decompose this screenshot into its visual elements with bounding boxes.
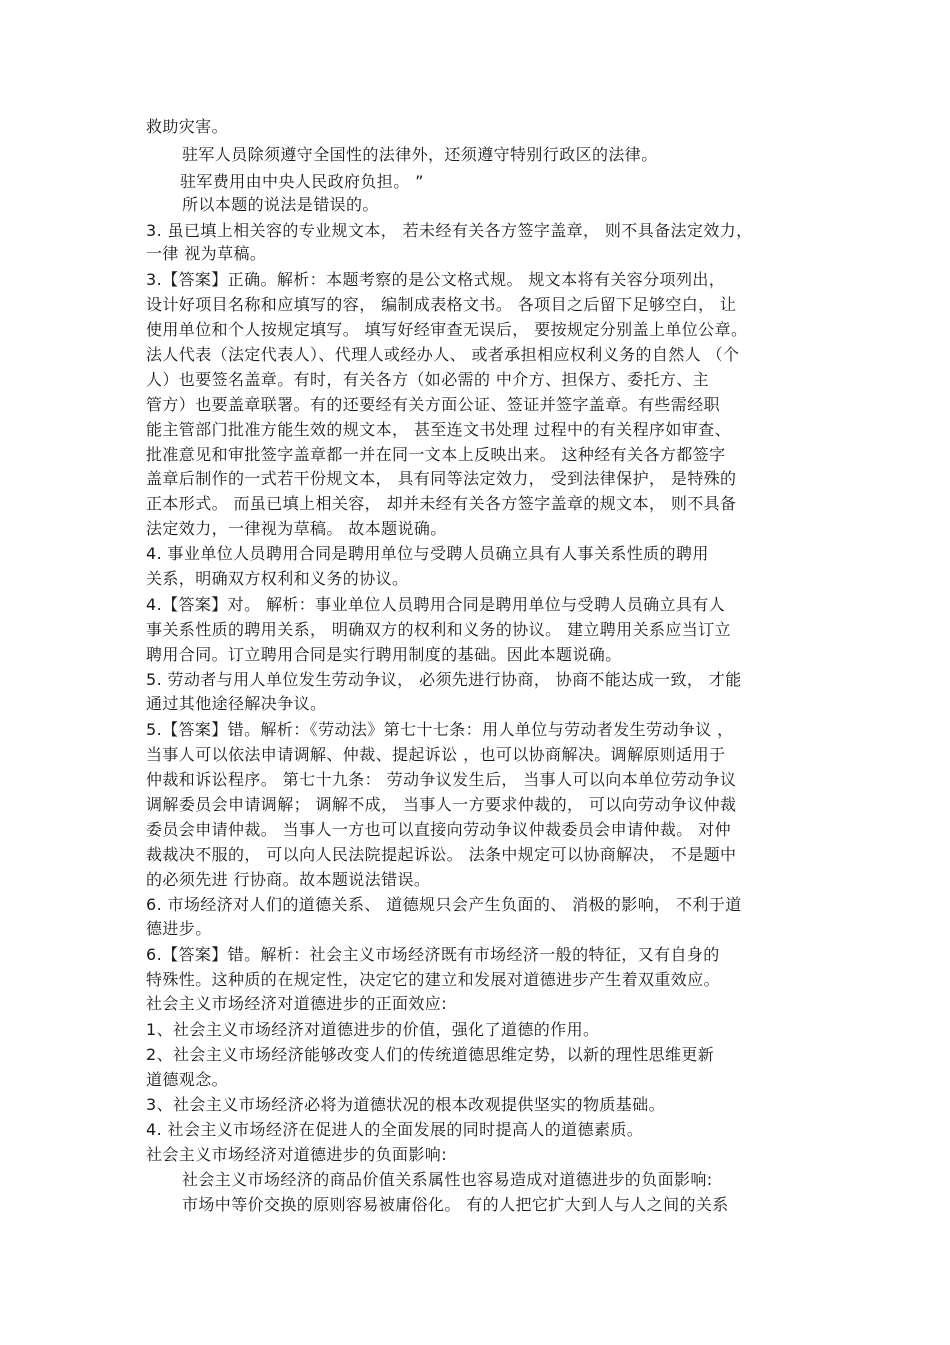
text-line: 救助灾害。 (146, 117, 229, 136)
text-line: 使用单位和个人按规定填写。 填写好经审查无误后， 要按规定分别盖上单位公章。 (146, 320, 748, 339)
text-line: 通过其他途径解决争议。 (146, 694, 327, 713)
text-line: 正本形式。 而虽已填上相关容， 却并未经有关各方签字盖章的规文本， 则不具备 (146, 494, 737, 513)
text-line: 市场中等价交换的原则容易被庸俗化。 有的人把它扩大到人与人之间的关系 (182, 1195, 729, 1214)
text-line: 3.【答案】正确。解析：本题考察的是公文格式规。 规文本将有关容分项列出， (146, 270, 726, 289)
text-line: 法人代表（法定代表人）、代理人或经办人、 或者承担相应权利义务的自然人 （个 (146, 345, 740, 364)
text-line: 5.【答案】错。解析：《劳动法》第七十七条：用人单位与劳动者发生劳动争议 ， (146, 720, 734, 739)
text-line: 2、社会主义市场经济能够改变人们的传统道德思维定势，以新的理性思维更新 (146, 1045, 715, 1064)
text-line: 批准意见和审批签字盖章都一并在同一文本上反映出来。 这种经有关各方都签字 (146, 445, 726, 464)
text-line: 盖章后制作的一式若干份规文本， 具有同等法定效力， 受到法律保护， 是特殊的 (146, 469, 737, 488)
text-line: 6. 市场经济对人们的道德关系、 道德规只会产生负面的、 消极的影响， 不利于道 (146, 895, 742, 914)
text-line: 1、社会主义市场经济对道德进步的价值，强化了道德的作用。 (146, 1020, 600, 1039)
text-line: 设计好项目名称和应填写的容， 编制成表格文书。 各项目之后留下足够空白， 让 (146, 295, 737, 314)
text-line: 3、社会主义市场经济必将为道德状况的根本改观提供坚实的物质基础。 (146, 1095, 665, 1114)
text-line: 法定效力，一律视为草稿。 故本题说确。 (146, 519, 447, 538)
text-line: 4. 事业单位人员聘用合同是聘用单位与受聘人员确立具有人事关系性质的聘用 (146, 544, 709, 563)
text-line: 5. 劳动者与用人单位发生劳动争议， 必须先进行协商， 协商不能达成一致， 才能 (146, 670, 742, 689)
text-line: 仲裁和诉讼程序。 第七十九条： 劳动争议发生后， 当事人可以向本单位劳动争议 (146, 770, 737, 789)
text-line: 调解委员会申请调解； 调解不成， 当事人一方要求仲裁的， 可以向劳动争议仲裁 (146, 795, 737, 814)
text-line: 能主管部门批准方能生效的规文本， 甚至连文书处理 过程中的有关程序如审查、 (146, 420, 731, 439)
text-line: 6.【答案】错。解析：社会主义市场经济既有市场经济一般的特征，又有自身的 (146, 945, 720, 964)
text-line: 委员会申请仲裁。 当事人一方也可以直接向劳动争议仲裁委员会申请仲裁。 对仲 (146, 820, 731, 839)
text-line: 当事人可以依法申请调解、仲裁、提起诉讼 ，也可以协商解决。调解原则适用于 (146, 745, 726, 764)
text-line: 德进步。 (146, 919, 212, 938)
text-line: 管方）也要盖章联署。有的还要经有关方面公证、签证并签字盖章。有些需经职 (146, 395, 721, 414)
text-line: 驻军费用由中央人民政府负担。 ” (180, 172, 424, 191)
text-line: 事关系性质的聘用关系， 明确双方的权利和义务的协议。 建立聘用关系应当订立 (146, 620, 731, 639)
text-line: 社会主义市场经济对道德进步的负面影响: (146, 1145, 447, 1164)
text-line: 的必须先进 行协商。故本题说法错误。 (146, 870, 431, 889)
text-line: 特殊性。这种质的在规定性，决定它的建立和发展对道德进步产生着双重效应。 (146, 970, 721, 989)
text-line: 一律 视为草稿。 (146, 244, 267, 263)
text-line: 道德观念。 (146, 1070, 229, 1089)
text-line: 社会主义市场经济对道德进步的正面效应: (146, 994, 447, 1013)
text-line: 4. 社会主义市场经济在促进人的全面发展的同时提高人的道德素质。 (146, 1120, 644, 1139)
text-line: 驻军人员除须遵守全国性的法律外，还须遵守特别行政区的法律。 (182, 145, 658, 164)
text-line: 人）也要签名盖章。有时，有关各方（如必需的 中介方、担保方、委托方、主 (146, 370, 710, 389)
text-line: 关系，明确双方权利和义务的协议。 (146, 569, 409, 588)
text-line: 所以本题的说法是错误的。 (182, 195, 379, 214)
text-line: 3. 虽已填上相关容的专业规文本， 若未经有关各方签字盖章， 则不具备法定效力， (146, 221, 753, 240)
text-line: 社会主义市场经济的商品价值关系属性也容易造成对道德进步的负面影响: (182, 1170, 713, 1189)
text-line: 4.【答案】对。 解析：事业单位人员聘用合同是聘用单位与受聘人员确立具有人 (146, 595, 726, 614)
text-line: 裁裁决不服的， 可以向人民法院提起诉讼。 法条中规定可以协商解决， 不是题中 (146, 845, 737, 864)
text-line: 聘用合同。订立聘用合同是实行聘用制度的基础。因此本题说确。 (146, 645, 622, 664)
